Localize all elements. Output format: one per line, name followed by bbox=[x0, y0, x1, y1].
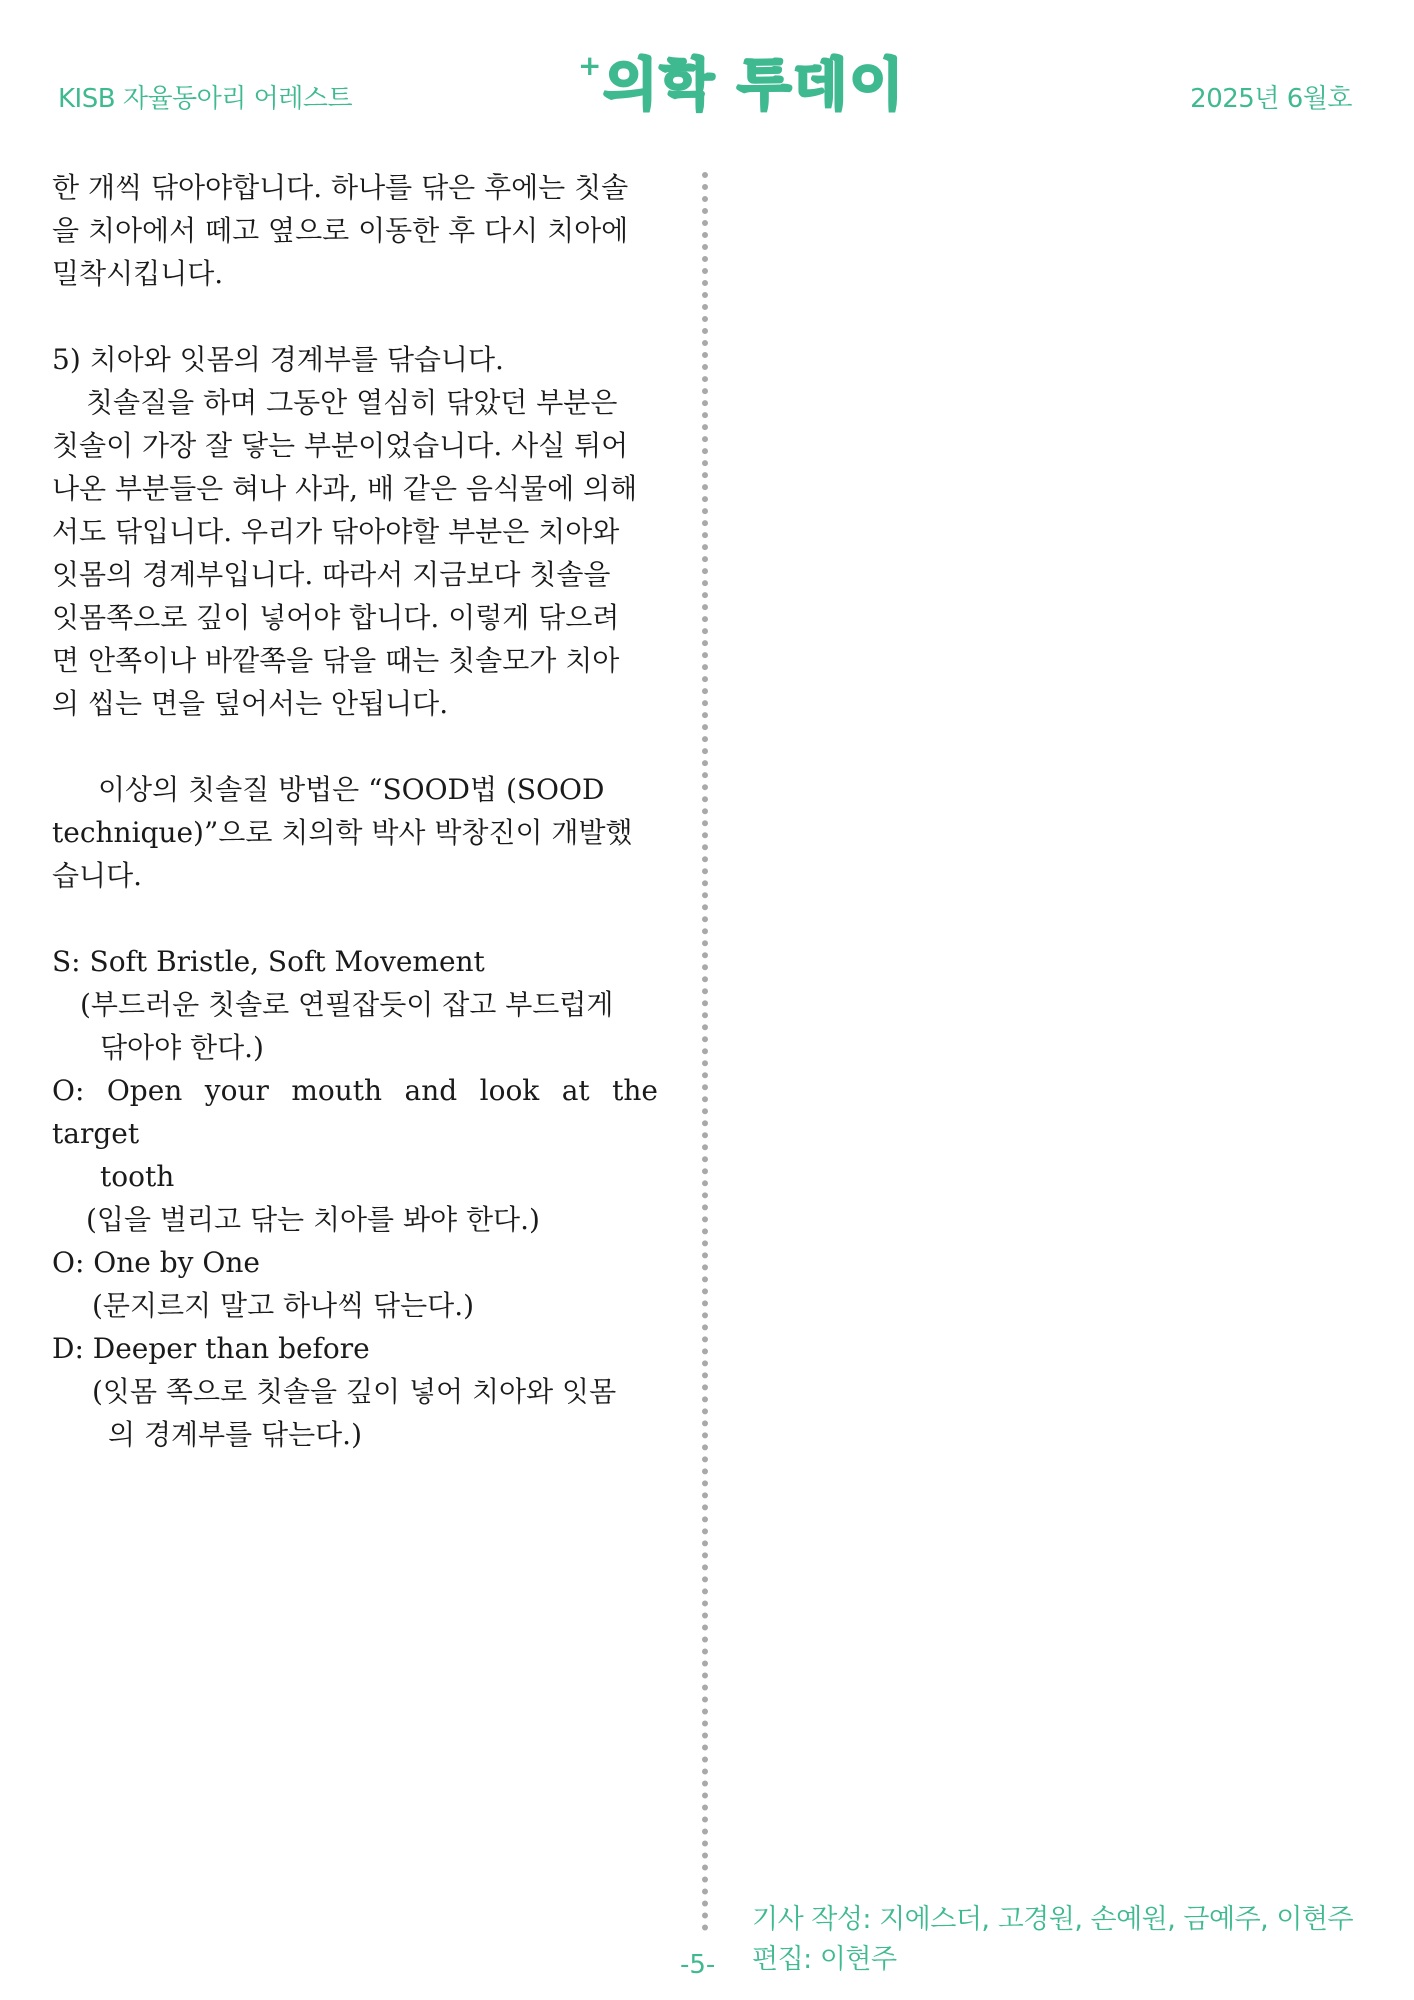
paragraph-line: 칫솔이 가장 잘 닿는 부분이었습니다. 사실 튀어 bbox=[52, 429, 629, 462]
writers-credit: 기사 작성: 지에스더, 고경원, 손예원, 금예주, 이현주 bbox=[752, 1904, 1354, 1935]
paragraph-line: 을 치아에서 떼고 옆으로 이동한 후 다시 치아에 bbox=[52, 214, 629, 247]
sood-item-head: O: Open your mouth and look at the target bbox=[52, 1074, 658, 1150]
sood-item-desc: (문지르지 말고 하나씩 닦는다.) bbox=[92, 1289, 475, 1322]
sood-item-desc: 닦아야 한다.) bbox=[100, 1031, 264, 1064]
paragraph-line: 습니다. bbox=[52, 859, 143, 892]
paragraph-line: 서도 닦입니다. 우리가 닦아야할 부분은 치아와 bbox=[52, 515, 620, 548]
paragraph-line: 밀착시킵니다. bbox=[52, 257, 224, 290]
article-column bbox=[52, 166, 658, 1456]
editor-credit: 편집: 이현주 bbox=[752, 1944, 897, 1975]
masthead-logo bbox=[578, 49, 906, 128]
paragraph-line: 칫솔질을 하며 그동안 열심히 닦았던 부분은 bbox=[86, 386, 618, 419]
column-divider bbox=[702, 172, 708, 1932]
paragraph-line: 한 개씩 닦아야합니다. 하나를 닦은 후에는 칫솔 bbox=[52, 171, 629, 204]
sood-item-head: tooth bbox=[100, 1160, 175, 1193]
paragraph-line: 나온 부분들은 혀나 사과, 배 같은 음식물에 의해 bbox=[52, 472, 638, 505]
sood-item-desc: (부드러운 칫솔로 연필잡듯이 잡고 부드럽게 bbox=[80, 988, 614, 1021]
sood-item-desc: 의 경계부를 닦는다.) bbox=[108, 1418, 363, 1451]
sood-item-head: O: One by One bbox=[52, 1246, 260, 1279]
paragraph-line: 의 씹는 면을 덮어서는 안됩니다. bbox=[52, 687, 449, 720]
sood-item-desc: (잇몸 쪽으로 칫솔을 깊이 넣어 치아와 잇몸 bbox=[92, 1375, 617, 1408]
paragraph-line: 잇몸의 경계부입니다. 따라서 지금보다 칫솔을 bbox=[52, 558, 611, 591]
paragraph-line: 이상의 칫솔질 방법은 “SOOD법 (SOOD bbox=[98, 773, 605, 806]
step-title: 5) 치아와 잇몸의 경계부를 닦습니다. bbox=[52, 343, 504, 376]
sood-item-head: D: Deeper than before bbox=[52, 1332, 370, 1365]
page-number: -5- bbox=[680, 1950, 716, 1980]
sood-item-desc: (입을 벌리고 닦는 치아를 봐야 한다.) bbox=[86, 1203, 540, 1236]
paragraph-line: technique)”으로 치의학 박사 박창진이 개발했 bbox=[52, 816, 633, 849]
plus-icon: + bbox=[578, 49, 602, 82]
paragraph-line: 면 안쪽이나 바깥쪽을 닦을 때는 칫솔모가 치아 bbox=[52, 644, 620, 677]
header-club-name: KISB 자율동아리 어레스트 bbox=[58, 84, 353, 114]
header-issue-date: 2025년 6월호 bbox=[1190, 84, 1352, 114]
paragraph-line: 잇몸쪽으로 깊이 넣어야 합니다. 이렇게 닦으려 bbox=[52, 601, 620, 634]
masthead-title: 의학 투데이 bbox=[603, 53, 906, 118]
sood-item-head: S: Soft Bristle, Soft Movement bbox=[52, 945, 485, 978]
article-credits bbox=[752, 1900, 1353, 1980]
